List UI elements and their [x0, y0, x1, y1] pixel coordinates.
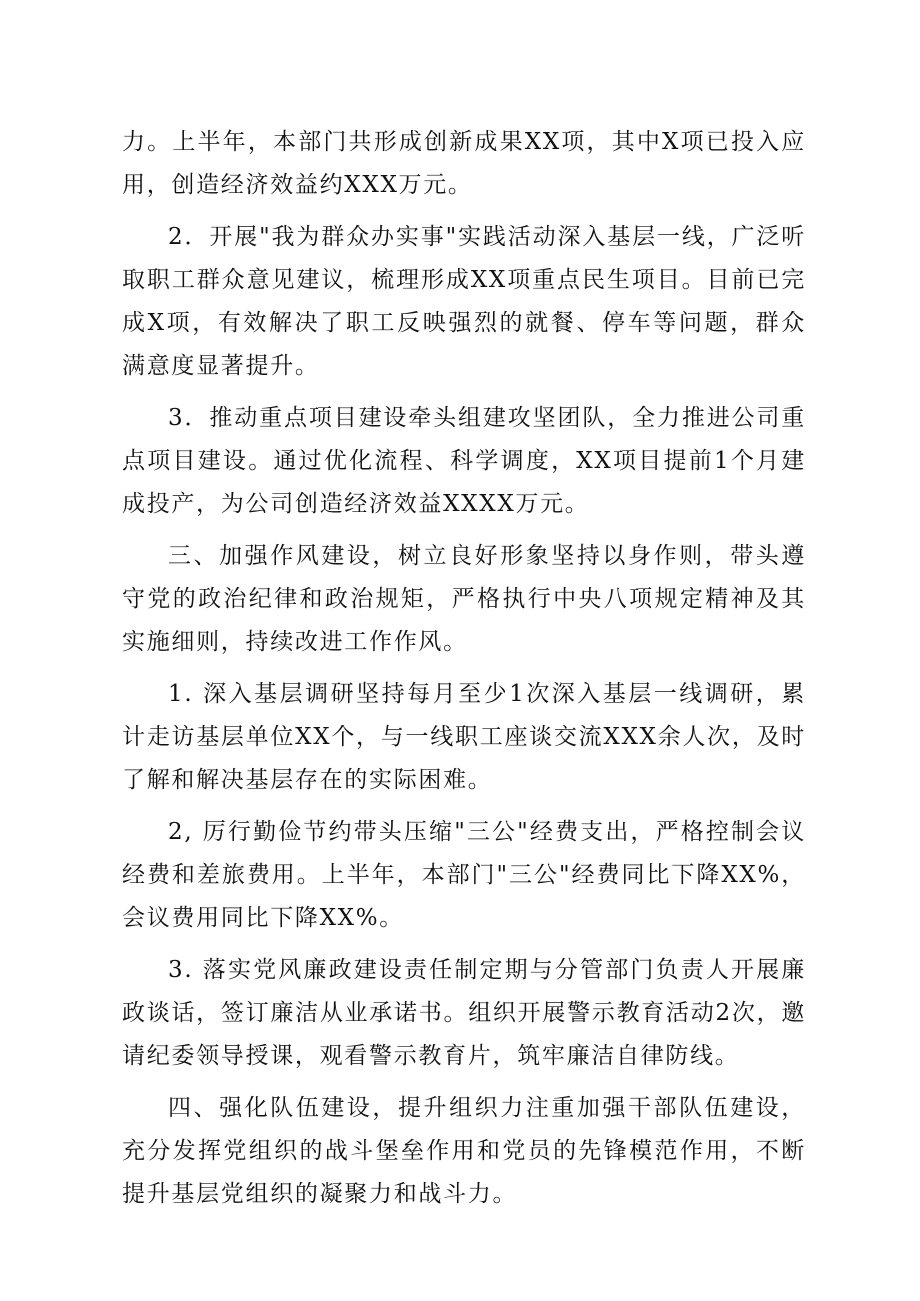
paragraph-item-3-projects: 3．推动重点项目建设牵头组建攻坚团队，全力推进公司重点项目建设。通过优化流程、科学调度，XX项目提前1个月建成投产，为公司创造经济效益XXXX万元。 [122, 405, 806, 517]
document-body [122, 121, 806, 1225]
paragraph-item-2-service: 2．开展"我为群众办实事"实践活动深入基层一线，广泛听取职工群众意见建议，梳理形成XX项重点民生项目。目前已完成X项，有效解决了职工反映强烈的就餐、停车等问题，群众满意度显著提升。 [122, 224, 806, 379]
section-heading-three: 三、加强作风建设，树立良好形象坚持以身作则，带头遵守党的政治纪律和政治规矩，严格执行中央八项规定精神及其实施细则，持续改进工作作风。 [122, 543, 806, 655]
section-heading-four: 四、强化队伍建设，提升组织力注重加强干部队伍建设，充分发挥党组织的战斗堡垒作用和党员的先锋模范作用，不断提升基层党组织的凝聚力和战斗力。 [122, 1095, 806, 1207]
paragraph-item-3-integrity: 3. 落实党风廉政建设责任制定期与分管部门负责人开展廉政谈话，签订廉洁从业承诺书。组织开展警示教育活动2次，邀请纪委领导授课，观看警示教育片，筑牢廉洁自律防线。 [122, 957, 806, 1069]
paragraph-item-2-frugality: 2, 厉行勤俭节约带头压缩"三公"经费支出，严格控制会议经费和差旅费用。上半年，本部门"三公"经费同比下降XX%，会议费用同比下降XX%。 [122, 819, 806, 931]
paragraph-item-1-research: 1. 深入基层调研坚持每月至少1次深入基层一线调研，累计走访基层单位XX个，与一线职工座谈交流XXX余人次，及时了解和解决基层存在的实际困难。 [122, 681, 806, 793]
paragraph-continuation: 力。上半年，本部门共形成创新成果XX项，其中X项已投入应用，创造经济效益约XXX万元。 [122, 129, 806, 198]
